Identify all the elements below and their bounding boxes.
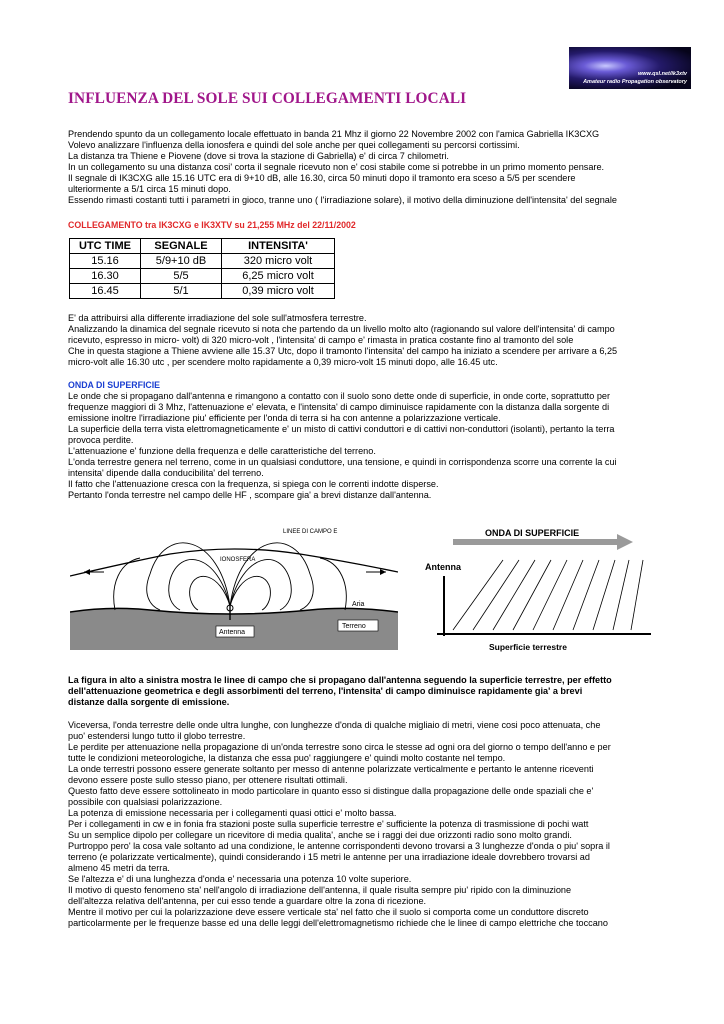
table-heading: COLLEGAMENTO tra IK3CXG e IK3XTV su 21,255 MHz del 22/11/2002 [68,220,356,230]
analysis-paragraph [68,313,668,368]
cell-time: 15.16 [70,254,141,269]
text-line: tutte le condizioni meteorologiche, la distanza che essa puo' raggiungere e' quindi molto costante nel tempo. [68,753,506,763]
text-line: In un collegamento su una distanza cosi' corta il segnale ricevuto non e' cosi stabile come si potrebbe in un primo momento pensare. [68,162,605,172]
text-line: ricevuto, espresso in micro- volt) di 320 micro-volt , l'intensita' di campo e' rimasta in pratica costante fino al tramonto del sole [68,335,574,345]
text-line: possibile con qualsiasi polarizzazione. [68,797,223,807]
label-antenna-right: Antenna [425,562,461,572]
col-header-time: UTC TIME [70,239,141,254]
label-ionosfera: IONOSFERA [220,557,256,563]
text-line: devono essere poste sullo stesso piano, per ottenere risultati ottimali. [68,775,348,785]
text-line: Il motivo di questo fenomeno sta' nell'angolo di irradiazione dell'antenna, il quale risulta sempre piu' ripido con la diminuzione [68,885,572,895]
table-row [70,284,335,299]
table-row [70,269,335,284]
cell-signal: 5/9+10 dB [141,254,222,269]
text-line: La onde terrestri possono essere generate soltanto per messo di antenne polarizzate verticalmente e pertanto le antenne riceventi [68,764,594,774]
text-line: Le onde che si propagano dall'antenna e rimangono a contatto con il suolo sono dette onde di superficie, in onde corte, soprattutto per [68,391,611,401]
text-line: Per i collegamenti in cw e in fonia fra stazioni poste sulla superficie terrestre e' sufficiente la potenza di trasmissione di pochi watt [68,819,589,829]
text-line: provoca perdite. [68,435,134,445]
text-line: dell'attenuazione geometrica e degli assorbimenti del terreno, l'intensita' di campo diminuisce rapidamente gia' a brevi [68,686,583,696]
text-line: L'onda terrestre genera nel terreno, come in un qualsiasi conduttore, una tensione, e quindi in corrispondenza scorre una corrente la cui [68,457,617,467]
text-line: Purtroppo pero' la cosa vale soltanto ad una condizione, le antenne corrispondenti devono trovarsi a 3 lunghezze d'onda o piu' sopra il [68,841,610,851]
cell-signal: 5/5 [141,269,222,284]
text-line: almeno 45 metri da terra. [68,863,170,873]
label-antenna: Antenna [219,629,246,636]
closing-paragraph [68,720,668,929]
text-line: Prendendo spunto da un collegamento locale effettuato in banda 21 Mhz il giorno 22 Novembre 2002 con l'amica Gabriella IK3CXG [68,129,600,139]
text-line: Il fatto che l'attenuazione cresca con la frequenza, si spiega con le correnti indotte disperse. [68,479,439,489]
logo-url: www.qsl.net/ik3xtv [637,71,687,77]
label-onda-superficie: ONDA DI SUPERFICIE [485,528,580,538]
text-line: particolarmente per le frequenze basse ed una delle leggi dell'elettromagnetismo richiede che le linee di campo elettriche che toccano [68,918,608,928]
text-line: frequenze maggiori di 3 Mhz, l'attenuazione e' elevata, e l'intensita' di campo diminuisce rapidamente con la distanza dalla sorgente di [68,402,610,412]
cell-intensity: 0,39 micro volt [222,284,335,299]
text-line: intensita' dipende dalla conducibilita' del terreno. [68,468,264,478]
text-line: La potenza di emissione necessaria per i collegamenti quasi ottici e' molto bassa. [68,808,397,818]
text-line: Analizzando la dinamica del segnale ricevuto si nota che partendo da un livello molto alto (ragionando sul valore dell'intensita' di campo [68,324,615,334]
field-lines-figure [70,514,398,650]
text-line: La distanza tra Thiene e Piovene (dove si trova la stazione di Gabriella) e' di circa 7 chilometri. [68,151,449,161]
col-header-signal: SEGNALE [141,239,222,254]
text-line: Se l'altezza e' di una lunghezza d'onda e' necessaria una potenza 10 volte superiore. [68,874,412,884]
text-line: Su un semplice dipolo per collegare un ricevitore di media qualita', anche se i raggi dei due orizzonti radio sono molto grandi. [68,830,572,840]
text-line: Viceversa, l'onda terrestre delle onde ultra lunghe, con lunghezze d'onda di qualche migliaio di metri, viene cosi poco attenuata, che [68,720,601,730]
signal-table [69,238,335,299]
text-line: emissione inoltre l'irradiazione piu' efficiente per l'onda di terra si ha con antenne a polarizzazione verticale. [68,413,501,423]
table-header-row [70,239,335,254]
cell-time: 16.45 [70,284,141,299]
text-line: Che in questa stagione a Thiene avviene alle 15.37 Utc, dopo il tramonto l'intensita' del campo ha iniziato a scendere per arrivare a 6,25 [68,346,618,356]
text-line: puo' estendersi lungo tutto il globo terrestre. [68,731,246,741]
table-row [70,254,335,269]
page-title: INFLUENZA DEL SOLE SUI COLLEGAMENTI LOCALI [68,90,467,107]
text-line: terreno (e polarizzate verticalmente), quindi considerando i 15 metri le antenne per una irradiazione ideale dovrebbero trovarsi ad [68,852,590,862]
label-aria: Aria [352,601,365,608]
text-line: L'attenuazione e' funzione della frequenza e delle caratteristiche del terreno. [68,446,376,456]
cell-signal: 5/1 [141,284,222,299]
text-line: Le perdite per attenuazione nella propagazione di un'onda terrestre sono circa le stesse ad ogni ora del giorno o tempo dell'anno e per [68,742,611,752]
intro-paragraph [68,129,668,206]
text-line: Essendo rimasti costanti tutti i parametri in gioco, tranne uno ( l'irradiazione solare), il motivo della diminuzione dell'intensita' del segnale [68,195,617,205]
section-title: ONDA DI SUPERFICIE [68,380,161,390]
text-line: distanze dalla sorgente di emissione. [68,697,230,707]
section-paragraph [68,391,668,501]
text-line: Questo fatto deve essere sottolineato in modo particolare in quanto esso si distingue dalla propagazione delle onde spaziali che e' [68,786,594,796]
text-line: La superficie della terra vista elettromagneticamente e' un misto di cattivi conduttori e di cattivi non-conduttori (isolanti), pertanto la terra [68,424,615,434]
text-line: Mentre il motivo per cui la polarizzazione deve essere verticale sta' nel fatto che il suolo si comporta come un conduttore discreto [68,907,589,917]
surface-wave-figure [417,524,651,654]
cell-intensity: 6,25 micro volt [222,269,335,284]
text-line: dell'altezza relativa dell'antenna, per cui esso tende a guardare oltre la zona di ricezione. [68,896,427,906]
label-field-lines: LINEE DI CAMPO E [283,529,338,535]
cell-intensity: 320 micro volt [222,254,335,269]
logo-tagline: Amateur radio Propagation observatory [583,79,687,85]
cell-time: 16.30 [70,269,141,284]
text-line: micro-volt alle 16.30 utc , per scendere molto rapidamente a 0,39 micro-volt 15 minuti dopo, alle 16.45 utc. [68,357,498,367]
text-line: ulteriormente a 5/1 circa 15 minuti dopo. [68,184,231,194]
col-header-intensity: INTENSITA' [222,239,335,254]
text-line: Pertanto l'onda terrestre nel campo delle HF , scompare gia' a brevi distanze dall'antenna. [68,490,432,500]
site-logo [569,47,691,89]
text-line: E' da attribuirsi alla differente irradiazione del sole sull'atmosfera terrestre. [68,313,367,323]
text-line: La figura in alto a sinistra mostra le linee di campo che si propagano dall'antenna seguendo la superficie terrestre, per effetto [68,675,612,685]
label-superficie: Superficie terrestre [489,642,567,652]
label-terreno: Terreno [342,623,366,630]
text-line: Il segnale di IK3CXG alle 15.16 UTC era di 9+10 dB, alle 16.30, circa 50 minuti dopo il tramonto era sceso a 5/5 per scendere [68,173,576,183]
text-line: Volevo analizzare l'influenza della ionosfera e quindi del sole anche per quei collegamenti su percorsi cortissimi. [68,140,520,150]
figure-caption [68,675,668,708]
